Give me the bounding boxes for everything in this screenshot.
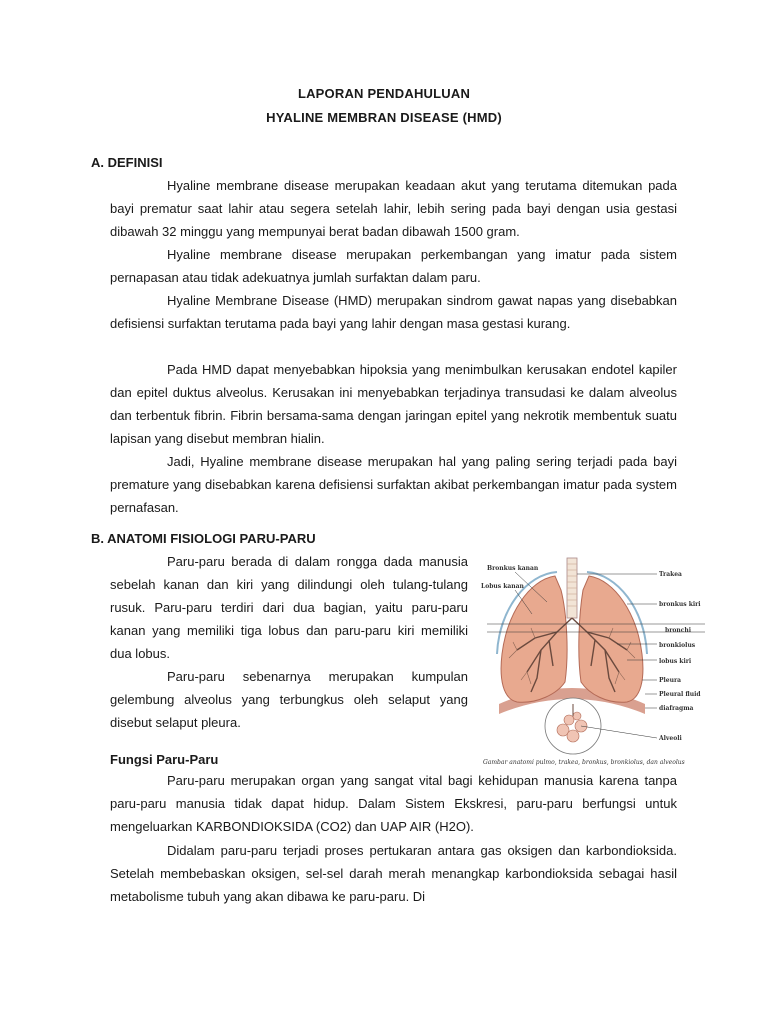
anatomy-paragraph: Paru-paru sebenarnya merupakan kumpulan gelembung alveolus yang terbungkus oleh selaput yang disebut selaput pleura. xyxy=(110,669,468,730)
label-bronkus-kiri: bronkus kiri xyxy=(659,601,701,608)
label-alveoli: Alveoli xyxy=(659,735,682,742)
label-diafragma: diafragma xyxy=(659,705,694,712)
lung-anatomy-figure xyxy=(477,554,713,771)
label-lobus-kiri: lobus kiri xyxy=(659,658,692,665)
lung-diagram-image xyxy=(477,554,713,771)
definition-paragraph: Hyaline membrane disease merupakan keadaan akut yang terutama ditemukan pada bayi prematur saat lahir atau segera setelah lahir, lebih sering pada bayi dengan usia gestasi dibawah 32 minggu yang mempunyai berat badan dibawah 1500 gram. xyxy=(110,178,677,239)
label-pleura: Pleura xyxy=(659,677,682,684)
definition-paragraph: Jadi, Hyaline membrane disease merupakan hal yang paling sering terjadi pada bayi premature yang disebabkan karena defisiensi surfaktan akibat perkembangan imatur pada system pernafasan. xyxy=(110,454,677,515)
section-b-heading: B. ANATOMI FISIOLOGI PARU-PARU xyxy=(91,531,316,546)
fungsi-paragraph: Didalam paru-paru terjadi proses pertukaran antara gas oksigen dan karbondioksida. Setelah membebaskan oksigen, sel-sel darah merah menangkap karbondioksida sebagai hasil metabolisme tubuh yang akan dibawa ke paru-paru. Di xyxy=(110,843,677,904)
definition-paragraph: Hyaline membrane disease merupakan perkembangan yang imatur pada sistem pernapasan atau tidak adekuatnya jumlah surfaktan dalam paru. xyxy=(110,247,677,285)
label-pleural-fluid: Pleural fluid xyxy=(659,691,701,698)
definition-paragraph: Pada HMD dapat menyebabkan hipoksia yang menimbulkan kerusakan endotel kapiler dan epitel duktus alveolus. Kerusakan ini menyebabkan terjadinya transudasi ke dalam alveolus dan terbentuk fibrin. Fibrin bersama-sama dengan jaringan epitel yang nekrotik membentuk suatu lapisan yang disebut membran hialin. xyxy=(110,362,677,446)
figure-caption: Gambar anatomi pulmo, trakea, bronkus, bronkiolus, dan alveolus xyxy=(483,759,685,766)
label-bronkiolus: bronkiolus xyxy=(659,642,696,649)
document-subtitle: HYALINE MEMBRAN DISEASE (HMD) xyxy=(266,110,502,125)
label-bronkus-kanan: Bronkus kanan xyxy=(487,565,539,572)
fungsi-paragraph: Paru-paru merupakan organ yang sangat vital bagi kehidupan manusia karena tanpa paru-paru manusia tidak dapat hidup. Dalam Sistem Ekskresi, paru-paru berfungsi untuk mengeluarkan KARBONDIOKSIDA (CO2) dan UAP AIR (H2O). xyxy=(110,773,677,834)
definition-paragraph: Hyaline Membrane Disease (HMD) merupakan sindrom gawat napas yang disebabkan defisiensi surfaktan terutama pada bayi yang lahir dengan masa gestasi kurang. xyxy=(110,293,677,331)
section-a-heading: A. DEFINISI xyxy=(91,155,163,170)
document-title: LAPORAN PENDAHULUAN xyxy=(297,86,471,101)
label-lobus-kanan: Lobus kanan xyxy=(481,583,524,590)
label-bronchi: bronchi xyxy=(665,627,692,634)
label-trakea: Trakea xyxy=(659,571,682,578)
fungsi-heading: Fungsi Paru-Paru xyxy=(110,752,219,767)
anatomy-paragraph: Paru-paru berada di dalam rongga dada manusia sebelah kanan dan kiri yang dilindungi oleh tulang-tulang rusuk. Paru-paru terdiri dari dua bagian, yaitu paru-paru kanan yang memiliki tiga lobus dan paru-paru kiri memiliki dua lobus. xyxy=(110,554,468,661)
